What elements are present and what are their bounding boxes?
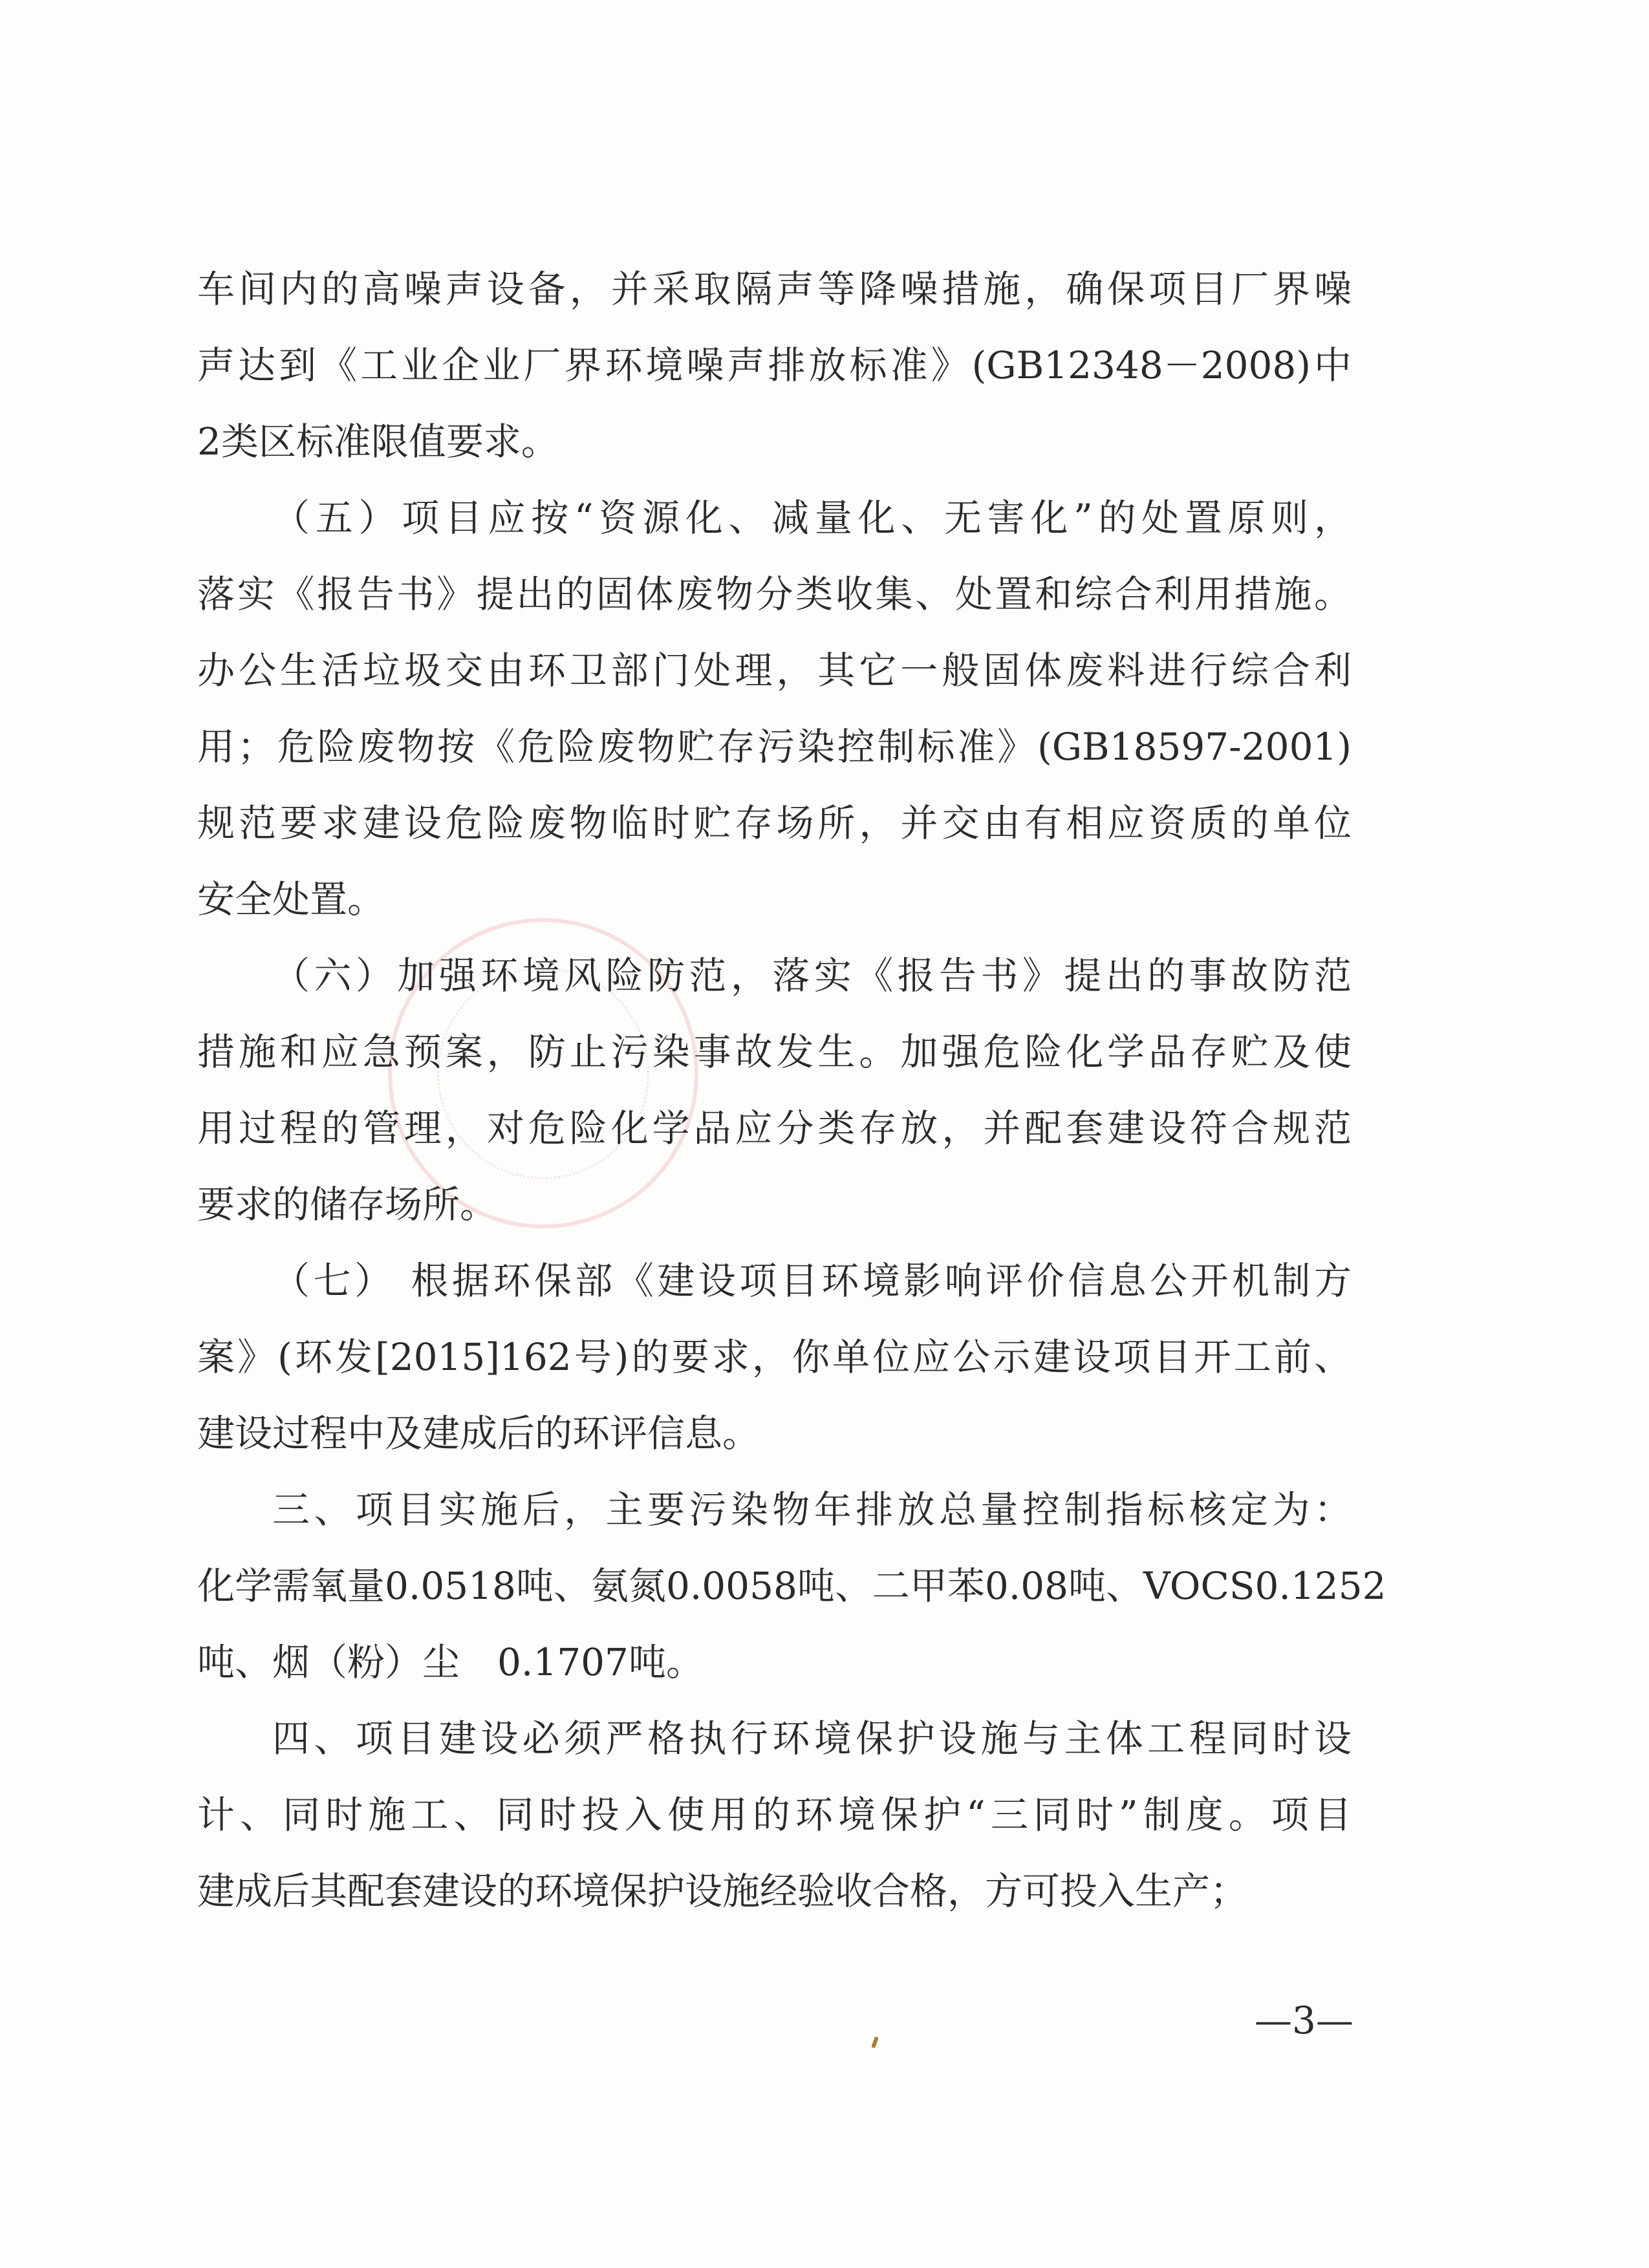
text-line: 建成后其配套建设的环境保护设施经验收合格，方可投入生产； (197, 1869, 1248, 1913)
scan-speck (871, 2037, 879, 2049)
text-line: 落实《报告书》提出的固体废物分类收集、处置和综合利用措施。 (197, 572, 1352, 616)
text-line: 建设过程中及建成后的环评信息。 (197, 1411, 760, 1455)
text-line: 办公生活垃圾交由环卫部门处理，其它一般固体废料进行综合利 (197, 648, 1352, 692)
text-line: 措施和应急预案，防止污染事故发生。加强危险化学品存贮及使 (197, 1030, 1352, 1074)
text-line: 化学需氧量0.0518吨、氨氮0.0058吨、二甲苯0.08吨、VOCS0.1252 (197, 1564, 1386, 1608)
text-line: 2类区标准限值要求。 (197, 420, 559, 464)
paragraph-six-start: （六）加强环境风险防范，落实《报告书》提出的事故防范 (272, 954, 1352, 998)
text-line: 吨、烟（粉）尘 0.1707吨。 (197, 1640, 704, 1684)
text-line: 用；危险废物按《危险废物贮存污染控制标准》(GB18597-2001) (197, 725, 1352, 769)
page-number: —3— (1255, 1998, 1353, 2042)
text-line: 要求的储存场所。 (197, 1182, 498, 1226)
text-line: 计、同时施工、同时投入使用的环境保护“三同时”制度。项目 (197, 1793, 1352, 1837)
paragraph-seven-start: （七） 根据环保部《建设项目环境影响评价信息公开机制方 (272, 1259, 1352, 1303)
section-three-start: 三、项目实施后，主要污染物年排放总量控制指标核定为： (272, 1488, 1352, 1532)
section-four-start: 四、项目建设必须严格执行环境保护设施与主体工程同时设 (272, 1717, 1352, 1760)
text-line: 规范要求建设危险废物临时贮存场所，并交由有相应资质的单位 (197, 801, 1352, 845)
text-line: 用过程的管理，对危险化学品应分类存放，并配套建设符合规范 (197, 1106, 1352, 1150)
body-text (197, 251, 1386, 1929)
text-line: 案》(环发[2015]162号)的要求，你单位应公示建设项目开工前、 (197, 1335, 1352, 1379)
paragraph-five-start: （五）项目应按“资源化、减量化、无害化”的处置原则， (272, 496, 1352, 540)
text-line: 安全处置。 (197, 877, 385, 921)
text-line: 声达到《工业企业厂界环境噪声排放标准》(GB12348－2008)中 (197, 343, 1352, 387)
text-line: 车间内的高噪声设备，并采取隔声等降噪措施，确保项目厂界噪 (197, 267, 1352, 311)
